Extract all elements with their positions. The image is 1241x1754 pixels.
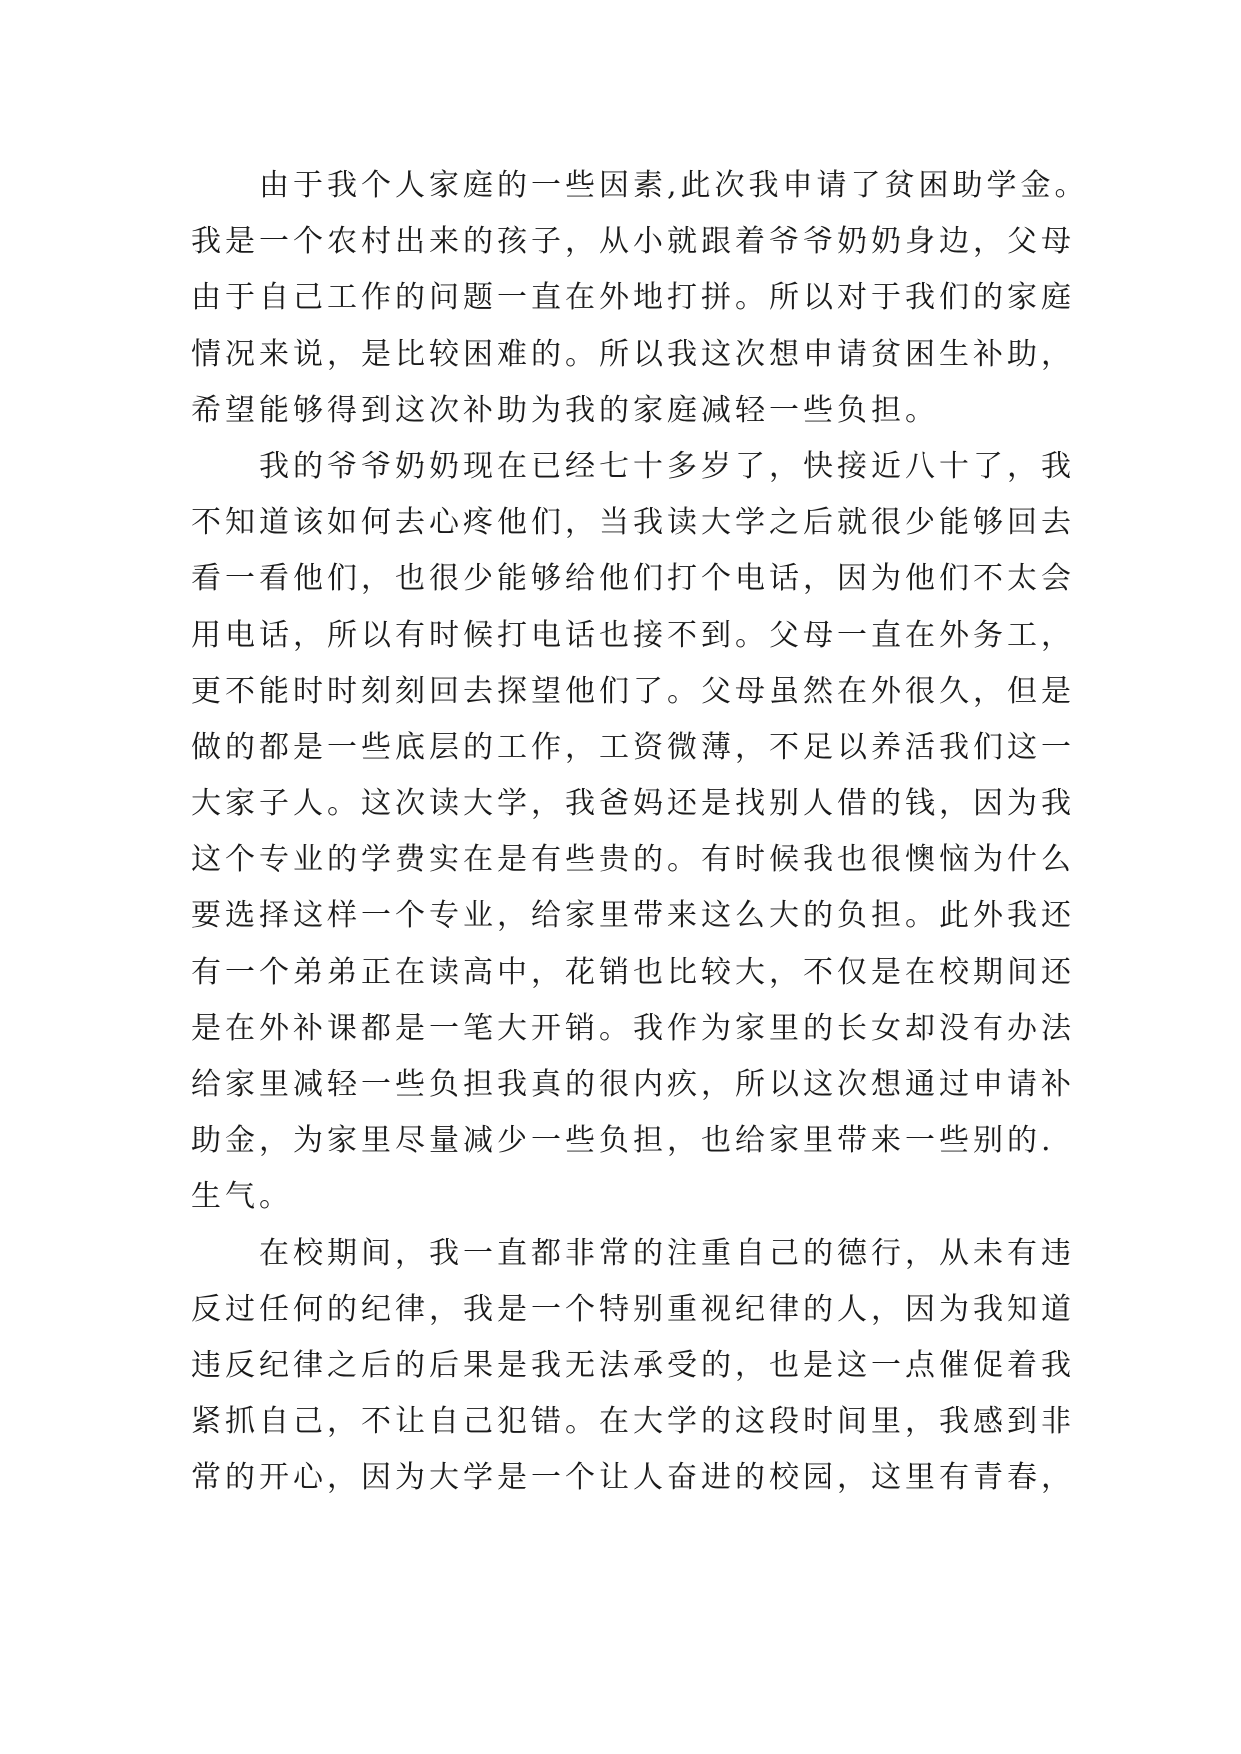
- text-line: 有一个弟弟正在读高中，花销也比较大，不仅是在校期间还: [191, 954, 1075, 990]
- text-line: 助金，为家里尽量减少一些负担，也给家里带来一些别的.: [191, 1123, 1055, 1159]
- text-line: 要选择这样一个专业，给家里带来这么大的负担。此外我还: [191, 898, 1075, 934]
- text-line: 常的开心，因为大学是一个让人奋进的校园，这里有青春，: [191, 1460, 1075, 1496]
- text-line: 大家子人。这次读大学，我爸妈还是找别人借的钱，因为我: [191, 786, 1075, 822]
- text-line: 用电话，所以有时候打电话也接不到。父母一直在外务工，: [191, 617, 1075, 653]
- text-line: 更不能时时刻刻回去探望他们了。父母虽然在外很久，但是: [191, 673, 1075, 709]
- text-line: 希望能够得到这次补助为我的家庭减轻一些负担。: [191, 392, 939, 428]
- text-line: 紧抓自己，不让自己犯错。在大学的这段时间里，我感到非: [191, 1404, 1075, 1440]
- text-line: 由于自己工作的问题一直在外地打拼。所以对于我们的家庭: [191, 280, 1075, 316]
- document-body: [191, 158, 1091, 1507]
- text-line: 情况来说，是比较困难的。所以我这次想申请贫困生补助，: [191, 336, 1075, 372]
- text-line: 给家里减轻一些负担我真的很内疚，所以这次想通过申请补: [191, 1067, 1075, 1102]
- text-line: 反过任何的纪律，我是一个特别重视纪律的人，因为我知道: [191, 1291, 1075, 1327]
- text-line: 违反纪律之后的后果是我无法承受的，也是这一点催促着我: [191, 1347, 1075, 1383]
- text-line: 不知道该如何去心疼他们，当我读大学之后就很少能够回去: [191, 505, 1075, 541]
- text-line: 生气。: [191, 1179, 293, 1215]
- text-line: 我的爷爷奶奶现在已经七十多岁了，快接近八十了，我: [191, 448, 1075, 484]
- text-line: 做的都是一些底层的工作，工资微薄，不足以养活我们这一: [191, 729, 1075, 765]
- text-line: 在校期间，我一直都非常的注重自己的德行，从未有违: [191, 1235, 1075, 1271]
- text-line: 由于我个人家庭的一些因素,此次我申请了贫困助学金。: [191, 168, 1089, 203]
- text-line: 看一看他们，也很少能够给他们打个电话，因为他们不太会: [191, 561, 1075, 597]
- text-line: 我是一个农村出来的孩子，从小就跟着爷爷奶奶身边，父母: [191, 224, 1075, 260]
- text-line: 这个专业的学费实在是有些贵的。有时候我也很懊恼为什么: [191, 842, 1075, 878]
- text-line: 是在外补课都是一笔大开销。我作为家里的长女却没有办法: [191, 1010, 1075, 1046]
